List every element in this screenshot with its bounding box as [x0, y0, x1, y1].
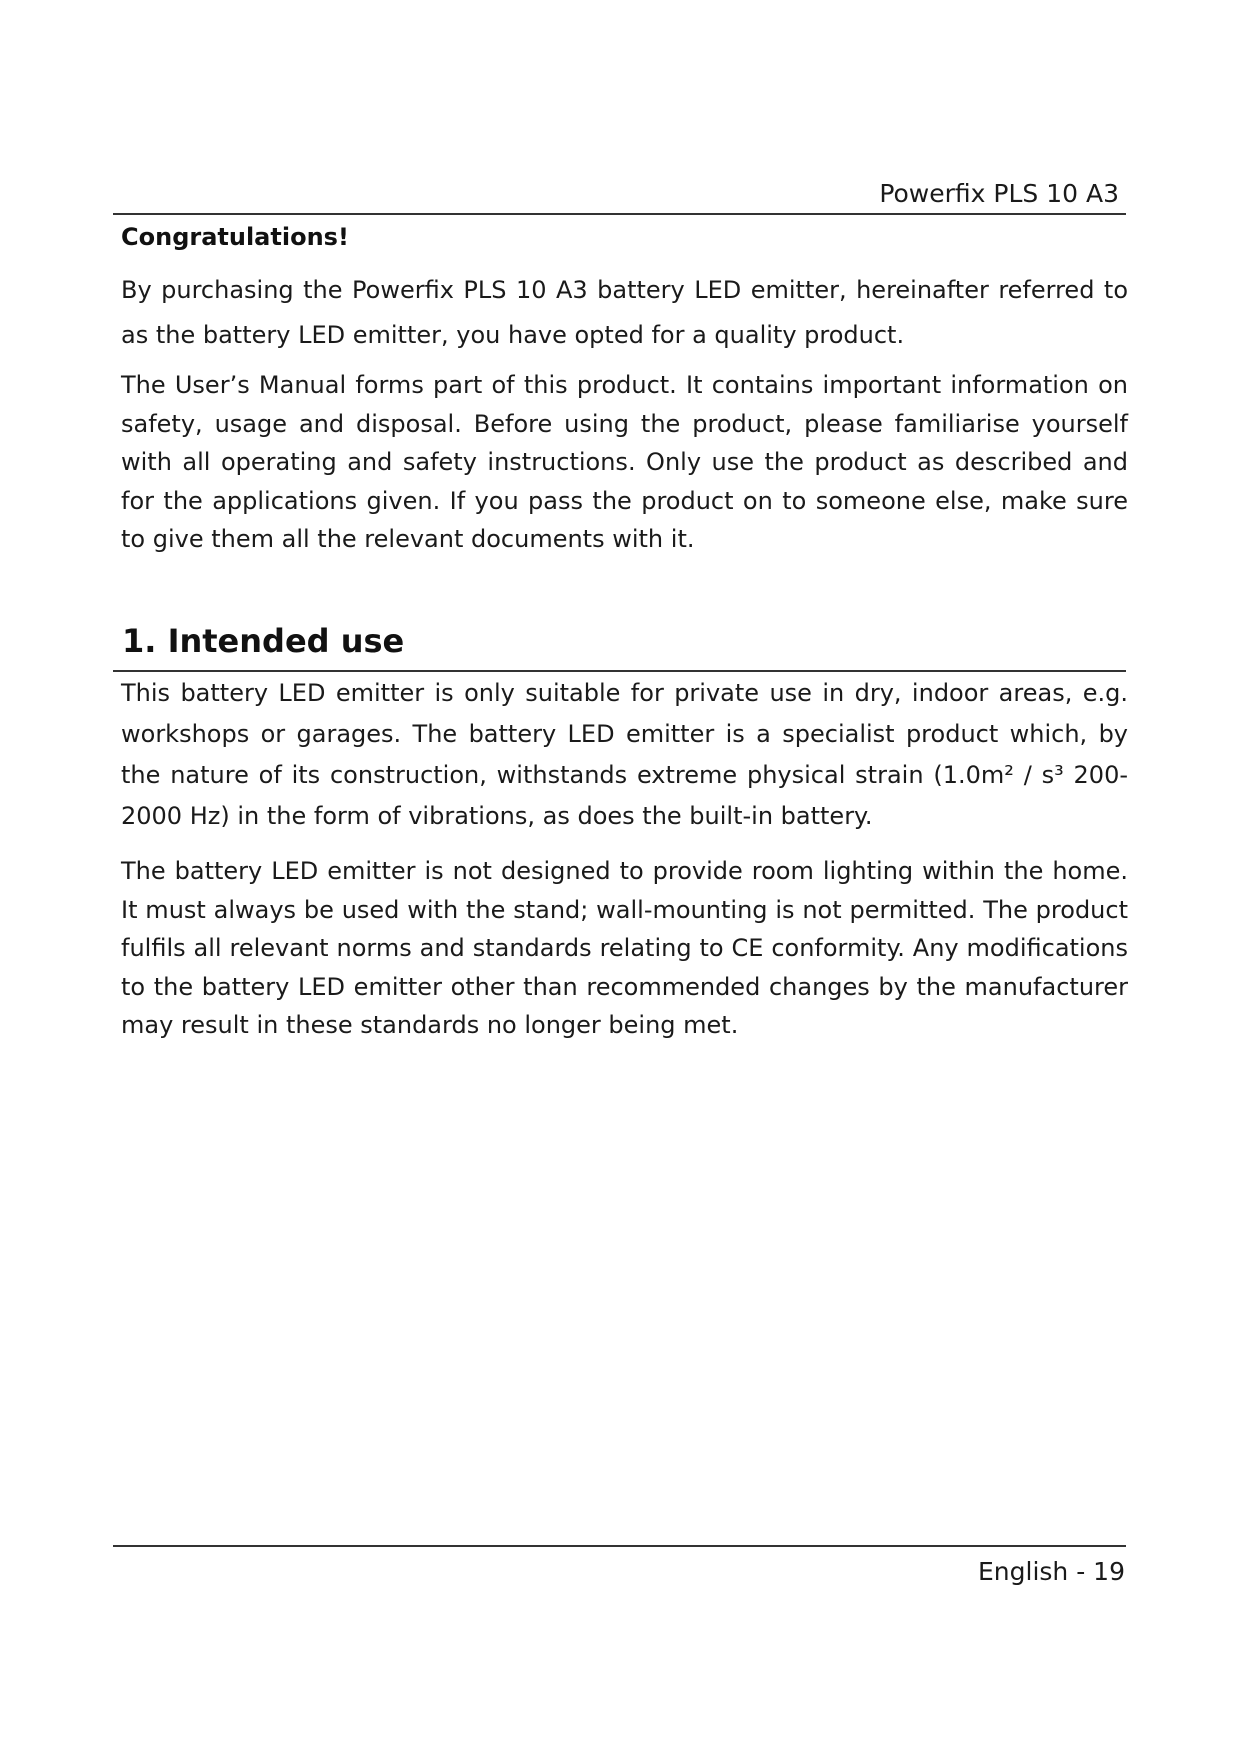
intended-use-paragraph-2: The battery LED emitter is not designed to provide room lighting within the home. It must always be used with the stand; wall-mounting is not permitted. The product fulfils all relevant norms and standards relating to CE conformity. Any modifications to the battery LED emitter other than recommended changes by the manufacturer may result in these standards no longer being met.: [121, 857, 1128, 1039]
intended-use-paragraph-1: This battery LED emitter is only suitable for private use in dry, indoor areas, e.g. workshops or garages. The battery LED emitter is a specialist product which, by the nature of its construction, withstands extreme physical strain (1.0m² / s³ 200-2000 Hz) in the form of vibrations, as does the built-in battery.: [121, 679, 1128, 830]
intro-paragraph-2: The User’s Manual forms part of this product. It contains important information on safety, usage and disposal. Before using the product, please familiarise yourself with all operating and safety instructions. Only use the product as described and for the applications given. If you pass the product on to someone else, make sure to give them all the relevant documents with it.: [121, 371, 1128, 553]
header-divider: [113, 213, 1126, 215]
page-number: English - 19: [978, 1557, 1125, 1586]
intro-paragraph-1: By purchasing the Powerfix PLS 10 A3 battery LED emitter, hereinafter referred to as the battery LED emitter, you have opted for a quality product.: [121, 276, 1128, 349]
section-heading-intended-use: 1. Intended use: [122, 622, 405, 660]
intro-heading: Congratulations!: [121, 223, 349, 251]
footer-divider: [113, 1545, 1126, 1547]
running-header: Powerfix PLS 10 A3: [879, 179, 1119, 208]
section-divider: [113, 670, 1126, 672]
